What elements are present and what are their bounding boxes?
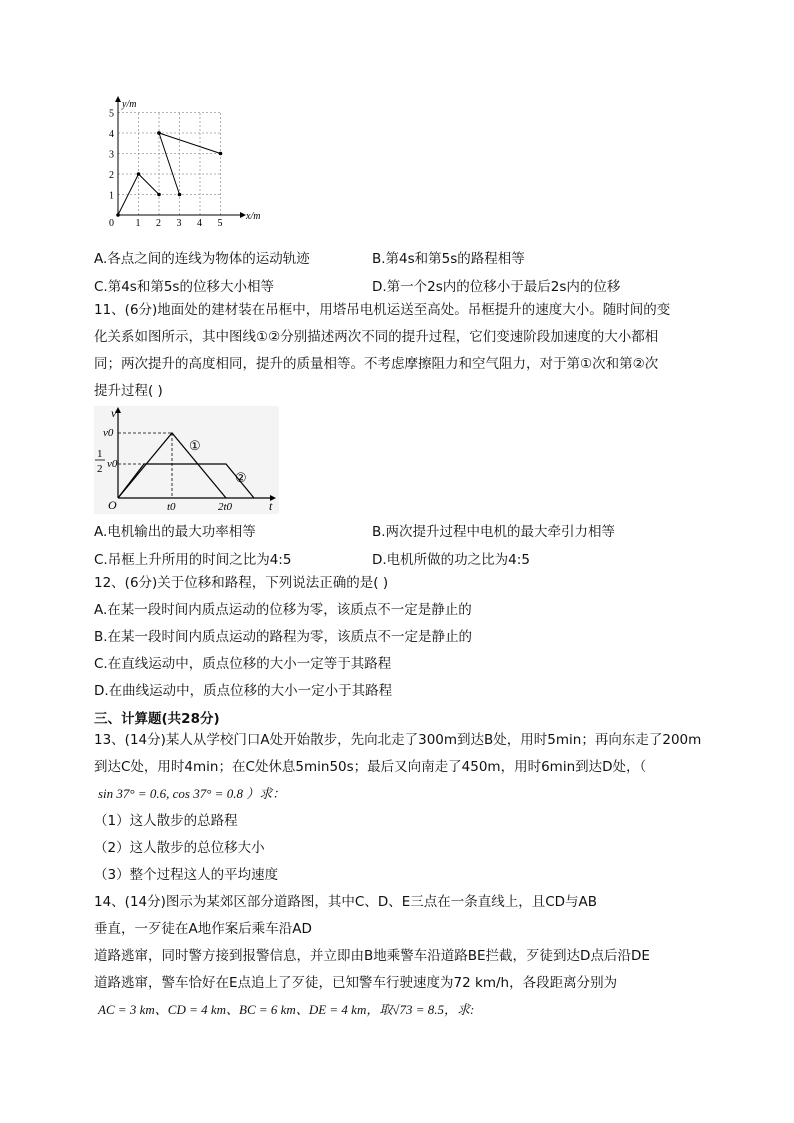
fig2-half-num: 1 (97, 448, 103, 460)
q10-option-a: A.各点之间的连线为物体的运动轨迹 (94, 251, 310, 267)
fig2-half-v0: v0 (107, 458, 118, 470)
fig1-x-tick-label: 1 (135, 218, 141, 229)
fig1-origin: 0 (109, 218, 114, 229)
fig1-point (178, 193, 182, 197)
q10-option-d: D.第一个2s内的位移小于最后2s内的位移 (372, 279, 621, 295)
fig1-x-tick-label: 3 (176, 218, 182, 229)
q13-line1: 13、(14分)某人从学校门口A处开始散步，先向北走了300m到达B处，用时5min；再向东走了200m (94, 732, 702, 748)
fig1-point (116, 213, 120, 217)
fig2-curve1-label: ① (189, 438, 201, 453)
fig1-x-label: x/m (246, 211, 261, 222)
fig1-trajectory-segment (159, 133, 180, 195)
q11-stem-line1: 11、(6分)地面处的建材装在吊框中，用塔吊电机运送至高处。吊框提升的速度大小。随时间的变 (94, 302, 671, 318)
fig1-trajectory-segment (159, 133, 221, 154)
fig2-v0-label: v0 (103, 427, 114, 439)
q14-line5: AC = 3 km、CD = 4 km、BC = 6 km、DE = 4 km，取√73 = 8.5，求: (98, 1002, 475, 1017)
q12-option-b: B.在某一段时间内质点运动的路程为零，该质点不一定是静止的 (94, 629, 473, 645)
q12-option-a: A.在某一段时间内质点运动的位移为零，该质点不一定是静止的 (94, 602, 472, 618)
fig1-y-tick-label: 1 (109, 190, 114, 202)
fig1-y-tick-label: 2 (109, 170, 114, 181)
fig2-t-label: t (269, 499, 273, 513)
q11-option-b: B.两次提升过程中电机的最大牵引力相等 (372, 524, 616, 540)
fig2-t0-label: t0 (167, 501, 176, 513)
fig1-point (157, 131, 161, 135)
fig2-v-label: v (111, 406, 117, 420)
q14-line2: 垂直，一歹徒在A地作案后乘车沿AD (94, 921, 312, 937)
fig1-y-arrow (115, 96, 121, 102)
fig1-x-tick-label: 5 (217, 218, 223, 229)
q13-line2: 到达C处，用时4min；在C处休息5min50s；最后又向南走了450m，用时6min到达D处，（ (94, 759, 647, 775)
fig1-point (137, 172, 141, 176)
q11-option-d: D.电机所做的功之比为4:5 (372, 552, 530, 568)
q13-sub3: （3）整个过程这人的平均速度 (94, 867, 279, 883)
q13-sub2: （2）这人散步的总位移大小 (94, 840, 265, 856)
fig1-y-tick-label: 4 (109, 129, 114, 140)
q13-sub1: （1）这人散步的总路程 (94, 813, 238, 829)
fig2-half-den: 2 (97, 463, 103, 475)
q14-line1: 14、(14分)图示为某郊区部分道路图，其中C、D、E三点在一条直线上，且CD与AB (94, 894, 598, 910)
q11-stem-line4: 提升过程( ) (94, 383, 163, 399)
fig1-x-tick-label: 2 (156, 218, 161, 229)
fig1-point (157, 193, 161, 197)
fig1-y-tick-label: 5 (109, 108, 114, 120)
fig1-y-tick-label: 3 (109, 149, 114, 161)
velocity-time-graph (94, 406, 279, 514)
q14-line4: 道路逃窜，警车恰好在E点追上了歹徒，已知警车行驶速度为72 km/h，各段距离分别为 (94, 975, 618, 991)
q12-stem: 12、(6分)关于位移和路程，下列说法正确的是( ) (94, 575, 389, 591)
q14-line3: 道路逃窜，同时警方接到报警信息，并立即由B地乘警车沿道路BE拦截，歹徒到达D点后沿DE (94, 948, 650, 964)
q11-stem-line3: 同；两次提升的高度相同，提升的质量相等。不考虑摩擦阻力和空气阻力，对于第①次和第②次 (94, 356, 659, 372)
section-title: 三、计算题(共28分) (94, 711, 220, 727)
q12-option-d: D.在曲线运动中，质点位移的大小一定小于其路程 (94, 683, 393, 699)
q13-line3: sin 37° = 0.6, cos 37° = 0.8 ）求： (98, 786, 286, 801)
fig2-2t0-label: 2t0 (218, 501, 233, 513)
q11-option-c: C.吊框上升所用的时间之比为4:5 (94, 552, 292, 568)
q10-option-c: C.第4s和第5s的位移大小相等 (94, 279, 274, 295)
q11-option-a: A.电机输出的最大功率相等 (94, 524, 256, 540)
fig1-y-label: y/m (122, 99, 137, 110)
fig1-point (219, 152, 223, 156)
fig1-x-tick-label: 4 (197, 218, 202, 229)
q12-option-c: C.在直线运动中，质点位移的大小一定等于其路程 (94, 656, 392, 672)
fig2-curve2-label: ② (235, 470, 247, 485)
position-graph (100, 95, 280, 230)
q11-stem-line2: 化关系如图所示，其中图线①②分别描述两次不同的提升过程，它们变速阶段加速度的大小都相 (94, 329, 659, 345)
fig2-origin: O (108, 498, 117, 512)
q10-option-b: B.第4s和第5s的路程相等 (372, 251, 525, 267)
